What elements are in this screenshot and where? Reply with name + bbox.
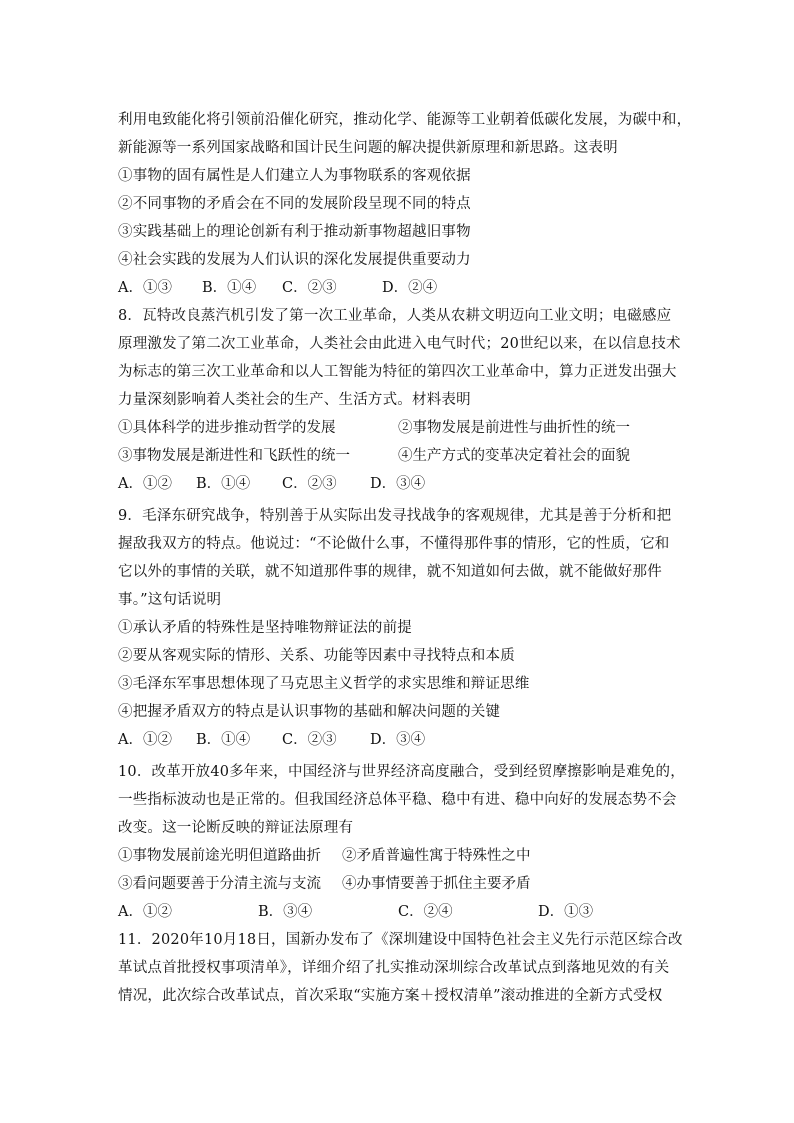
q9-line-2: 握敌我双方的特点。他说过：“不论做什么事，不懂得那件事的情形，它的性质，它和 [118,536,670,552]
q8-option-b: B．①④ [196,476,251,492]
intro-line-2: 新能源等一系列国家战略和国计民生问题的解决提供新原理和新思路。这表明 [118,140,618,156]
q9-statement-2: ②要从客观实际的情形、关系、功能等因素中寻找特点和本质 [118,648,515,664]
intro-option-a: A．①③ [118,280,172,296]
q9-line-3: 它以外的事情的关联，就不知道那件事的规律，就不知道如何去做，就不能做好那件 [118,564,662,580]
q10-statement-1: ①事物发展前途光明但道路曲折 [118,848,321,864]
q9-statement-1: ①承认矛盾的特殊性是坚持唯物辩证法的前提 [118,620,412,636]
q10-option-d: D．①③ [538,904,594,920]
q8-option-d: D．③④ [370,476,426,492]
q9-line-4: 事。”这句话说明 [118,592,222,608]
q10-option-a: A．①② [118,904,172,920]
q8-statement-1: ①具体科学的进步推动哲学的发展 [118,420,336,436]
intro-line-1: 利用电致能化将引领前沿催化研究，推动化学、能源等工业朝着低碳化发展，为碳中和， [118,112,692,128]
q10-option-c: C．②④ [398,904,453,920]
q8-statement-3: ③事物发展是渐进性和飞跃性的统一 [118,448,350,464]
q8-line-2: 原理激发了第二次工业革命，人类社会由此进入电气时代；20世纪以来，在以信息技术 [118,336,681,352]
q10-statement-4: ④办事情要善于抓住主要矛盾 [342,876,531,892]
q11-line-3: 情况，此次综合改革试点，首次采取“实施方案＋授权清单”滚动推进的全新方式受权 [118,988,663,1004]
q8-line-3: 为标志的第三次工业革命和以人工智能为特征的第四次工业革命中，算力正迸发出强大 [118,364,677,380]
q9-option-b: B．①④ [196,732,251,748]
q9-statement-4: ④把握矛盾双方的特点是认识事物的基础和解决问题的关键 [118,704,501,720]
q10-line-3: 改变。这一论断反映的辩证法原理有 [118,820,354,836]
q8-line-4: 力量深刻影响着人类社会的生产、生活方式。材料表明 [118,392,471,408]
intro-statement-2: ②不同事物的矛盾会在不同的发展阶段呈现不同的特点 [118,196,471,212]
intro-statement-1: ①事物的固有属性是人们建立人为事物联系的客观依据 [118,168,471,184]
q10-option-b: B．③④ [258,904,313,920]
q10-line-1: 10．改革开放40多年来，中国经济与世界经济高度融合，受到经贸摩擦影响是难免的， [118,764,685,780]
q10-line-2: 一些指标波动也是正常的。但我国经济总体平稳、稳中有进、稳中向好的发展态势不会 [118,792,677,808]
intro-option-b: B．①④ [202,280,257,296]
intro-statement-3: ③实践基础上的理论创新有利于推动新事物超越旧事物 [118,224,471,240]
q9-option-d: D．③④ [370,732,426,748]
q10-statement-3: ③看问题要善于分清主流与支流 [118,876,321,892]
q8-option-c: C．②③ [282,476,337,492]
intro-option-d: D．②④ [382,280,438,296]
q8-statement-2: ②事物发展是前进性与曲折性的统一 [398,420,630,436]
q9-option-c: C．②③ [282,732,337,748]
q8-statement-4: ④生产方式的变革决定着社会的面貌 [398,448,630,464]
q11-line-2: 革试点首批授权事项清单》，详细介绍了扎实推动深圳综合改革试点到落地见效的有关 [118,960,670,976]
intro-option-c: C．②③ [282,280,337,296]
q8-option-a: A．①② [118,476,172,492]
q9-line-1: 9．毛泽东研究战争，特别善于从实际出发寻找战争的客观规律，尤其是善于分析和把 [118,508,672,524]
q9-option-a: A．①② [118,732,172,748]
q10-statement-2: ②矛盾普遍性寓于特殊性之中 [342,848,531,864]
q8-line-1: 8．瓦特改良蒸汽机引发了第一次工业革命，人类从农耕文明迈向工业文明；电磁感应 [118,308,672,324]
q9-statement-3: ③毛泽东军事思想体现了马克思主义哲学的求实思维和辩证思维 [118,676,530,692]
intro-statement-4: ④社会实践的发展为人们认识的深化发展提供重要动力 [118,252,471,268]
q11-line-1: 11．2020年10月18日，国新办发布了《深圳建设中国特色社会主义先行示范区综合改 [118,932,683,948]
